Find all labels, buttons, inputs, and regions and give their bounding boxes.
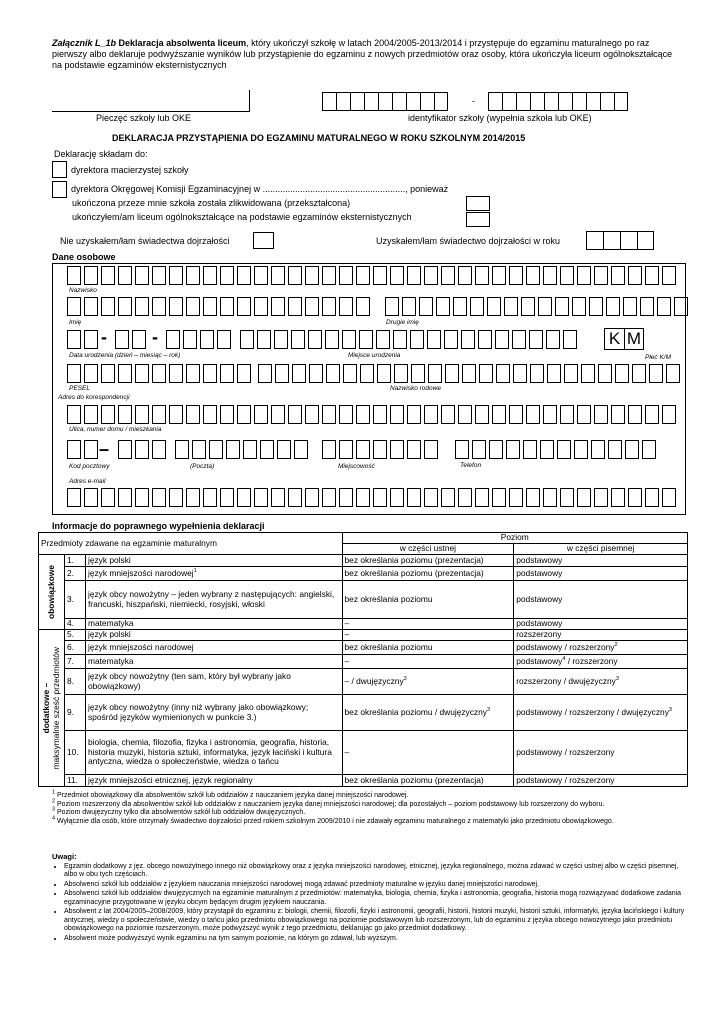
col-oral-header: w części ustnej [342, 544, 514, 555]
row-subject: matematyka [85, 619, 342, 630]
footnotes [52, 789, 692, 826]
checkbox-reason-external[interactable] [466, 212, 490, 227]
row-oral: bez określania poziomu / dwujęzyczny$^3$ [342, 695, 514, 731]
attachment-label: Załącznik L_1b [52, 38, 117, 48]
first-name-cells[interactable] [67, 297, 373, 316]
checkbox-reason-liquidated[interactable] [466, 196, 490, 211]
row-num: 3. [64, 581, 85, 619]
row-subject: język mniejszości etnicznej, język regionalny [85, 775, 342, 787]
row-subject: język obcy nowożytny (ten sam, który był wybrany jako obowiązkowy) [85, 669, 342, 695]
postal-label: Kod pocztowy [69, 463, 110, 470]
footnote-3: $^3$ Poziom dwujęzyczny tylko dla absolwentów szkół lub oddziałów dwujęzycznych. [52, 806, 306, 816]
row-written: podstawowy / rozszerzony [514, 731, 688, 775]
row-oral: – [342, 655, 514, 669]
reason-liquidated: ukończona przeze mnie szkoła została zlikwidowana (przekształcona) [72, 198, 351, 208]
group-additional-cell [39, 630, 65, 787]
intro-rest: , który ukończył szkołę w latach 2004/2005-2013/2014 i przystępuje do egzaminu maturalnego po raz pierwszy albo deklaruje podwyższanie wyników lub przystąpienie do egzaminu z nowych przedmiotów oraz osoby, która ukończyła liceum ogólnokształcące na podstawie egzaminów eksternistycznych [52, 38, 673, 70]
row-num: 2. [64, 567, 85, 581]
remarks [52, 853, 692, 944]
postal-b-cells[interactable] [118, 440, 169, 459]
row-oral: – [342, 630, 514, 641]
row-subject: matematyka [85, 655, 342, 669]
row-oral: bez określania poziomu [342, 581, 514, 619]
dob-day-cells[interactable] [67, 330, 101, 349]
surname-label: Nazwisko [69, 287, 97, 294]
row-subject: język polski [85, 630, 342, 641]
surname-cells[interactable] [67, 266, 679, 285]
row-oral: – / dwujęzyczny$^3$ [342, 669, 514, 695]
checkbox-oke[interactable] [52, 181, 67, 198]
footnote-4: $^4$ Wyłącznie dla osób, które otrzymały świadectwo dojrzałości przed rokiem szkolnym 2009/2010 i nie zdawały egzaminu maturalnego z matematyki jako przedmiotu obowiązkowego. [52, 815, 614, 825]
remark-item: • Absolwenci szkół lub oddziałów z językiem nauczania mniejszości narodowej mogą zdawać przedmioty maturalne w języku danej mniejszości narodowej. [64, 881, 692, 890]
sex-cells[interactable] [604, 328, 644, 350]
school-id-dash: - [472, 96, 475, 106]
school-id-cells-b[interactable] [488, 92, 628, 111]
row-written: podstawowy [514, 567, 688, 581]
first-name-label: Imię [69, 319, 82, 326]
row-num: 8. [64, 669, 85, 695]
dob-label: Data urodzenia (dzień – miesiąc – rok) [69, 352, 181, 359]
city-label: Miejscowość [338, 463, 375, 470]
row-written: podstawowy / rozszerzony / dwujęzyczny$^3$ [514, 695, 688, 731]
row-num: 9. [64, 695, 85, 731]
row-subject: język mniejszości narodowej$^1$ [85, 567, 342, 581]
row-written: podstawowy [514, 619, 688, 630]
school-id-label: identyfikator szkoły (wypełnia szkoła lub OKE) [408, 113, 592, 123]
option-oke: dyrektora Okręgowej Komisji Egzaminacyjnej w ........................................................., ponieważ [71, 184, 449, 194]
row-written: rozszerzony / dwujęzyczny$^3$ [514, 669, 688, 695]
col-level-header: Poziom [342, 533, 687, 544]
phone-label: Telefon [460, 462, 482, 469]
option-home-school: dyrektora macierzystej szkoły [71, 165, 189, 175]
reason-external: ukończyłem/am liceum ogólnokształcące na podstawie egzaminów eksternistycznych [72, 212, 412, 222]
family-name-label: Nazwisko rodowe [390, 385, 441, 392]
family-name-cells[interactable] [258, 364, 683, 383]
row-subject: język mniejszości narodowej [85, 641, 342, 655]
row-num: 10. [64, 731, 85, 775]
second-name-label: Drugie imię [386, 319, 419, 326]
row-subject: język polski [85, 555, 342, 567]
info-heading: Informacje do poprawnego wypełnienia deklaracji [52, 521, 265, 531]
certificate-year-cells[interactable] [586, 231, 654, 250]
row-num: 1. [64, 555, 85, 567]
row-oral: bez określania poziomu [342, 641, 514, 655]
dob-dash-1: - [101, 327, 107, 347]
row-written: podstawowy [514, 555, 688, 567]
row-oral: bez określania poziomu (prezentacja) [342, 775, 514, 787]
remark-item: • Egzamin dodatkowy z jęz. obcego nowożytnego innego niż obowiązkowy oraz z języka mniejszości narodowej, etnicznej, języka regionalnego, można zdawać w części ustnej albo w części pisemnej, albo w obu tych częściach. [64, 863, 692, 880]
submission-label: Deklarację składam do: [54, 149, 148, 159]
received-certificate-label: Uzyskałem/łam świadectwo dojrzałości w roku [376, 236, 561, 246]
email-cells[interactable] [67, 488, 679, 507]
checkbox-not-received[interactable] [253, 232, 274, 249]
row-oral: – [342, 619, 514, 630]
sex-k-box[interactable]: K [604, 328, 624, 350]
intro-text [52, 38, 682, 71]
row-subject: język obcy nowożytny (inny niż wybrany jako obowiązkowy; spośród języków wymienionych w punkcie 3.) [85, 695, 342, 731]
personal-data-heading: Dane osobowe [52, 252, 116, 262]
remark-item: • Absolwenci szkół lub oddziałów dwujęzycznych na egzaminie maturalnym z przedmiotów: matematyka, biologia, chemia, fizyka i astronomia, geografia, historia mogą rozwiązywać dodatkowe zadania egzaminacyjne przygotowane w języku obcym będącym drugim językiem nauczania. [64, 890, 692, 907]
footnote-2: $^2$ Poziom rozszerzony dla absolwentów szkół lub oddziałów z nauczaniem języka danej mniejszości narodowej; dla pozostałych – poziom podstawowy lub rozszerzony do wyboru. [52, 798, 605, 808]
row-num: 4. [64, 619, 85, 630]
not-received-certificate-label: Nie uzyskałem/łam świadectwa dojrzałości [60, 236, 230, 246]
sex-label: Płeć K/M [645, 354, 672, 361]
dob-dash-2: - [152, 327, 158, 347]
row-oral: – [342, 731, 514, 775]
subjects-table [38, 532, 688, 787]
checkbox-home-school[interactable] [52, 161, 67, 178]
col-written-header: w części pisemnej [514, 544, 688, 555]
stamp-label: Pieczęć szkoły lub OKE [96, 113, 192, 123]
row-num: 11. [64, 775, 85, 787]
street-label: Ulica, numer domu / mieszkania [69, 426, 162, 433]
row-written: podstawowy / rozszerzony$^2$ [514, 641, 688, 655]
remark-item: • Absolwent z lat 2004/2005–2008/2009, który przystąpił do egzaminu z: biologii, chemii, filozofii, fizyki i astronomii, geografii, historii, historii muzyki, historii sztuki, informatyki, języka łacińskiego i kultury antycznej, wiedzy o społeczeństwie, wiedzy o tańcu jako przedmiotu obowiązkowego na poziomie podstawowym lub rozszerzonym, lub do egzaminu z języka obcego nowożytnego jako przedmiotu obowiązkowego na poziomie rozszerzonym, może podwyższyć wynik z tego przedmiotu, deklarując go jako przedmiot dodatkowy. [64, 908, 692, 934]
footnote-1: $^1$ Przedmiot obowiązkowy dla absolwentów szkół lub oddziałów z nauczaniem języka danej mniejszości narodowej. [52, 789, 409, 799]
postal-dash: – [99, 439, 110, 459]
remark-item: • Absolwent może podwyższyć wynik egzaminu na tym samym poziomie, na którym go zdawał, lub wyższym. [64, 935, 692, 944]
row-written: rozszerzony [514, 630, 688, 641]
second-name-cells[interactable] [385, 297, 691, 316]
row-subject: język obcy nowożytny – jeden wybrany z następujących: angielski, francuski, hiszpański, niemiecki, rosyjski, włoski [85, 581, 342, 619]
birthplace-cells[interactable] [240, 330, 580, 349]
school-stamp-box[interactable] [52, 90, 250, 112]
city-cells[interactable] [322, 440, 441, 459]
group-mandatory-label: obowiązkowe [45, 565, 56, 619]
birthplace-label: Miejsce urodzenia [348, 352, 401, 359]
email-label: Adres e-mail [69, 478, 106, 485]
postal-a-cells[interactable] [67, 440, 101, 459]
address-heading: Adres do korespondencji [58, 394, 130, 401]
row-subject: biologia, chemia, filozofia, fizyka i astronomia, geografia, historia, historia muzyki, historia sztuki, informatyka, język łaciński i kultura antyczna, wiedza o społeczeństwie, wiedza o tańcu [85, 731, 342, 775]
pesel-label: PESEL [69, 385, 90, 392]
col-subjects-header: Przedmioty zdawane na egzaminie maturalnym [39, 533, 343, 555]
street-cells[interactable] [67, 405, 679, 424]
sex-m-box[interactable]: M [624, 328, 644, 350]
dob-year-cells[interactable] [166, 330, 234, 349]
row-written: podstawowy / rozszerzony [514, 775, 688, 787]
row-num: 7. [64, 655, 85, 669]
page-title: DEKLARACJA PRZYSTĄPIENIA DO EGZAMINU MATURALNEGO W ROKU SZKOLNYM 2014/2015 [112, 133, 526, 143]
school-id-cells-a[interactable] [322, 92, 448, 111]
group-additional-label: dodatkowe – maksymalnie sześć przedmiotów [41, 646, 62, 770]
group-mandatory-cell [39, 555, 65, 630]
declaration-kind: Deklaracja absolwenta liceum [118, 38, 247, 48]
remarks-heading: Uwagi: [52, 852, 77, 861]
phone-cells[interactable] [455, 440, 659, 459]
pesel-cells[interactable] [67, 364, 254, 383]
row-written: podstawowy$^4$ / rozszerzony [514, 655, 688, 669]
row-num: 6. [64, 641, 85, 655]
post-label: (Poczta) [190, 463, 215, 470]
post-cells[interactable] [175, 440, 311, 459]
row-num: 5. [64, 630, 85, 641]
row-oral: bez określania poziomu (prezentacja) [342, 555, 514, 567]
row-written: podstawowy [514, 581, 688, 619]
dob-month-cells[interactable] [115, 330, 149, 349]
row-oral: bez określania poziomu (prezentacja) [342, 567, 514, 581]
